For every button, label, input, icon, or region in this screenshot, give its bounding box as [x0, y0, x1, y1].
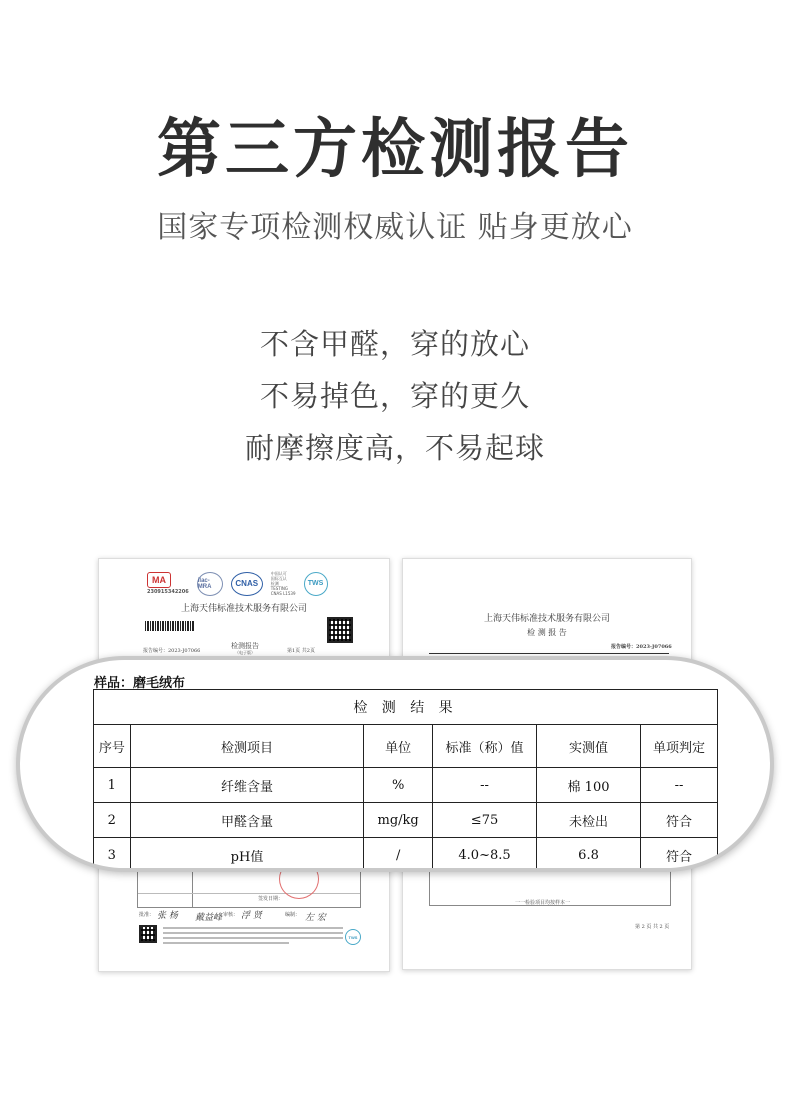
- report-title: 检 测 报 告: [527, 628, 567, 637]
- column-header: 标准（称）值: [432, 725, 536, 768]
- table-cell: 符合: [640, 838, 717, 873]
- table-cell: 棉 100: [537, 768, 641, 803]
- tws-logo-icon: TWS: [304, 572, 328, 596]
- results-magnifier: [16, 656, 774, 872]
- qr-code-icon: [327, 617, 353, 643]
- table-cell: 4.0~8.5: [432, 838, 536, 873]
- ma-logo-block: [147, 572, 189, 595]
- table-cell: --: [640, 768, 717, 803]
- certification-logos: [147, 571, 328, 596]
- cnas-text-block: 中国认可 国际互认 检测 TESTING CNAS L1539: [270, 571, 296, 596]
- table-header-row: [94, 725, 718, 768]
- table-cell: 符合: [640, 803, 717, 838]
- results-table: [93, 689, 718, 872]
- feature-item: 耐摩擦度高，不易起球: [244, 431, 545, 465]
- table-cell: /: [364, 838, 433, 873]
- ma-logo-icon: MA: [147, 572, 171, 588]
- signature-image: 张 杨: [157, 911, 178, 921]
- tws-small-logo-icon: TWS: [345, 929, 361, 945]
- report-subtitle: （电子版）: [235, 650, 255, 655]
- page-title: 第三方检测报告: [157, 113, 633, 187]
- table-cell: 1: [94, 768, 131, 803]
- table-cell: mg/kg: [364, 803, 433, 838]
- page-subtitle: 国家专项检测权威认证 贴身更放心: [157, 210, 633, 245]
- table-row: [94, 768, 718, 803]
- column-header: 单位: [364, 725, 433, 768]
- end-note: 一一检验项目均按样本一: [515, 900, 571, 906]
- table-cell: 甲醛含量: [130, 803, 364, 838]
- table-cell: 2: [94, 803, 131, 838]
- issue-date-label: 签发日期：: [258, 896, 284, 902]
- footer-fine-print: [163, 927, 343, 944]
- table-cell: 3: [94, 838, 131, 873]
- table-row: [94, 838, 718, 873]
- feature-item: 不含甲醛，穿的放心: [259, 327, 530, 361]
- table-cell: ≤75: [432, 803, 536, 838]
- cert-number: 230915342206: [147, 589, 189, 595]
- signature-table: [137, 871, 361, 908]
- review-label: 审核：: [223, 912, 239, 918]
- barcode-icon: [145, 621, 195, 631]
- column-header: 序号: [94, 725, 131, 768]
- feature-list: [0, 322, 790, 478]
- ilac-mra-logo-icon: ilac-MRA: [197, 572, 223, 596]
- feature-item: 不易掉色，穿的更久: [259, 379, 530, 413]
- page-number: 第 2 页 共 2 页: [635, 924, 670, 930]
- signature-image: 左 宏: [305, 913, 326, 923]
- signature-image: 浮 贤: [241, 911, 262, 921]
- table-cell: 6.8: [537, 838, 641, 873]
- table-row: [94, 803, 718, 838]
- approve-label: 批准：: [139, 912, 155, 918]
- table-cell: 未检出: [537, 803, 641, 838]
- column-header: 实测值: [537, 725, 641, 768]
- table-cell: %: [364, 768, 433, 803]
- company-name: 上海天伟标准技术服务有限公司: [180, 604, 307, 614]
- header-rule: [429, 653, 669, 654]
- report-number: 报告编号：2023-J07066: [611, 644, 672, 650]
- report-title: 检测报告: [231, 642, 259, 650]
- table-cell: pH值: [130, 838, 364, 873]
- column-header: 检测项目: [130, 725, 364, 768]
- report-number: 报告编号：2023-J07066: [143, 648, 201, 654]
- table-cell: --: [432, 768, 536, 803]
- column-header: 单项判定: [640, 725, 717, 768]
- table-cell: 纤维含量: [130, 768, 364, 803]
- cnas-logo-icon: CNAS: [231, 572, 263, 596]
- sample-label: 样品：磨毛绒布: [94, 676, 186, 691]
- results-title: 检 测 结 果: [94, 690, 718, 725]
- page-number: 第1页 共2页: [287, 648, 315, 654]
- qr-code-icon: [139, 925, 157, 943]
- compile-label: 编制：: [285, 912, 301, 918]
- signature-image: 戴益峰: [195, 913, 223, 923]
- company-name: 上海天伟标准技术服务有限公司: [483, 614, 610, 624]
